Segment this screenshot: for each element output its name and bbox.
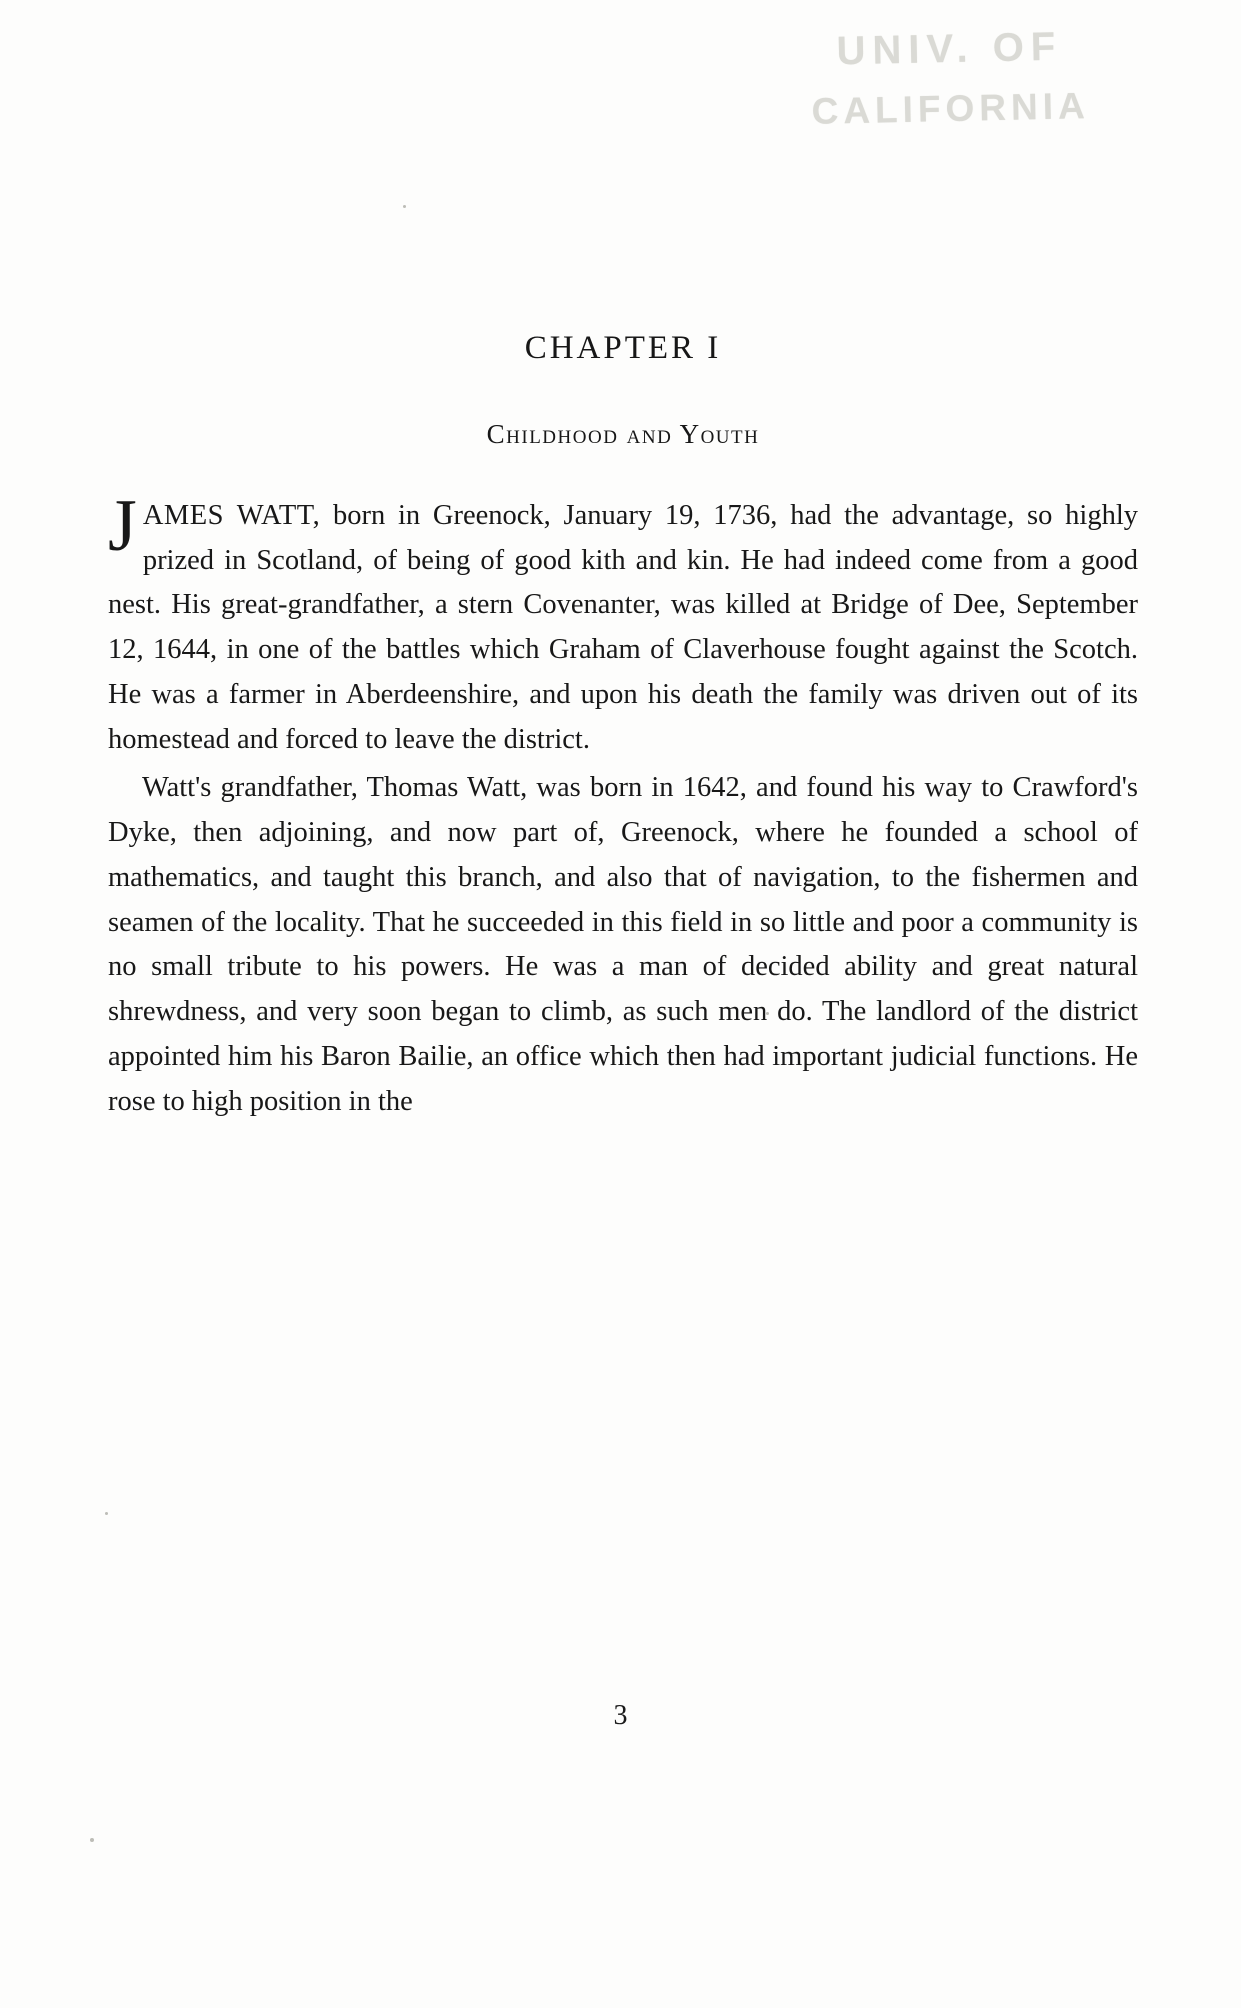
library-stamp-line-2: CALIFORNIA: [811, 85, 1091, 132]
paragraph-1: [108, 485, 1138, 762]
paragraph-1-lead: AMES WATT,: [142, 500, 321, 531]
chapter-title: CHAPTER I: [524, 330, 722, 366]
paragraph-1-text: born in Greenock, January 19, 1736, had the advantage, so highly prized in Scotland, of being of good kith and kin. He had indeed come from a good nest. His great-grandfather, a stern Covenanter, was killed at Bridge of Dee, September 12, 1644, in one of the battles which Graham of Claverhouse fought against the Scotch. He was a farmer in Aberdeenshire, and upon his death the family was driven out of its homestead and forced to leave the district.: [108, 500, 1138, 755]
paper-speck: [105, 1512, 108, 1515]
chapter-subtitle: Childhood and Youth: [486, 419, 760, 449]
paper-speck: [403, 205, 406, 208]
drop-cap: J: [108, 485, 137, 567]
paragraph-2: Watt's grandfather, Thomas Watt, was born in 1642, and found his way to Crawford's Dyke, then adjoining, and now part of, Greenock, where he founded a school of mathematics, and taught this branch, and also that of navigation, to the fishermen and seamen of the locality. That he succeeded in this field in so little and poor a community is no small tribute to his powers. He was a man of decided ability and great natural shrewdness, and very soon began to climb, as such men do. The landlord of the district appointed him his Baron Bailie, an office which then had important judicial functions. He rose to high position in the: [108, 772, 1138, 1117]
page-body: [108, 330, 1138, 1128]
paper-speck: [90, 1838, 94, 1842]
page-number: 3: [613, 1700, 628, 1731]
library-stamp: [734, 14, 1166, 142]
library-stamp-line-1: UNIV. OF: [836, 24, 1063, 74]
